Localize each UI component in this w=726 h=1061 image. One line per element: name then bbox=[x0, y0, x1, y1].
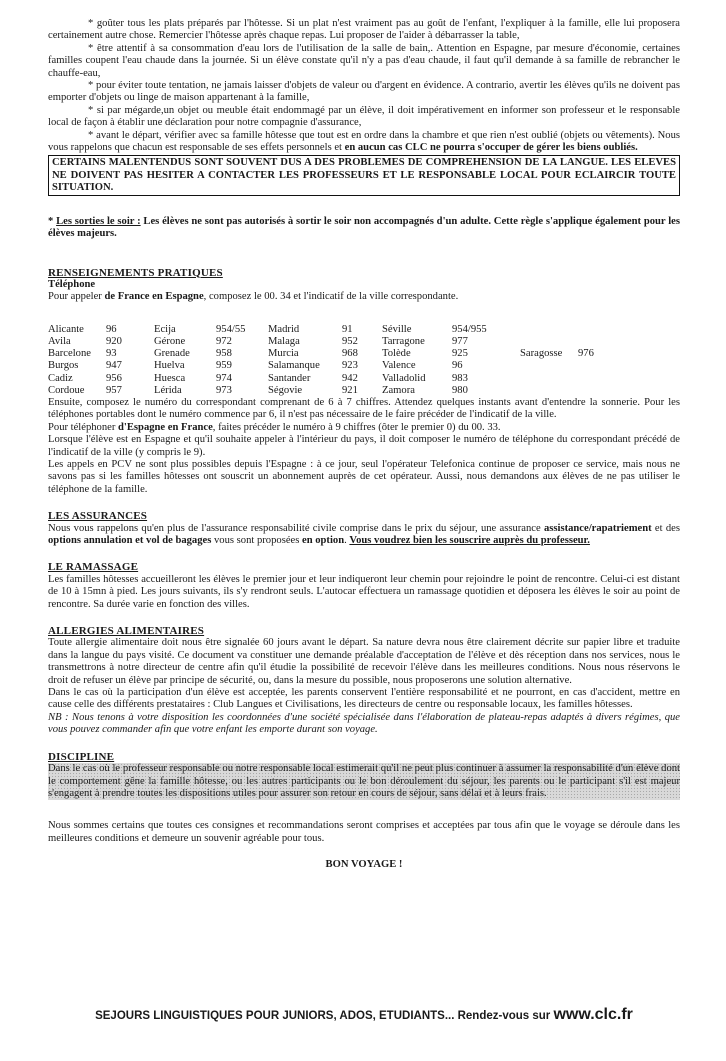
assurances-heading: LES ASSURANCES bbox=[48, 510, 148, 523]
esp-fr-text-1: Pour téléphoner bbox=[48, 421, 119, 433]
city-name: Ecija bbox=[154, 323, 176, 335]
city-codes-table bbox=[48, 324, 618, 397]
allergies-heading: ALLERGIES ALIMENTAIRES bbox=[48, 625, 205, 638]
city-name bbox=[520, 373, 578, 385]
footer-text: SEJOURS LINGUISTIQUES POUR JUNIORS, ADOS, ETUDIANTS... Rendez-vous sur bbox=[95, 1010, 554, 1022]
city-code: 958 bbox=[216, 348, 232, 360]
intro-paragraph-damage: * si par mégarde,un objet ou meuble était endommagé par un élève, il doit impérativement en informer son professeur et le responsable local de façon à établir une déclaration pour notre compagnie d'assurance, bbox=[48, 104, 680, 129]
city-code: 93 bbox=[106, 348, 117, 360]
footer bbox=[48, 1006, 680, 1024]
telephone-subheading: Téléphone bbox=[48, 278, 96, 290]
city-code: 947 bbox=[106, 360, 122, 372]
city-code bbox=[578, 336, 618, 348]
assur-text-f: en option bbox=[302, 535, 345, 546]
city-codes-row bbox=[48, 324, 618, 336]
city-code bbox=[578, 360, 618, 372]
city-name: Madrid bbox=[268, 323, 300, 335]
city-name: Cordoue bbox=[48, 384, 85, 396]
assur-text-a: Nous vous rappelons qu'en plus de l'assurance responsabilité civile comprise dans le prix du séjour, une assurance bbox=[48, 522, 544, 534]
city-name bbox=[520, 360, 578, 372]
call-text-3: , composez le 00. 34 et l'indicatif de la ville correspondante. bbox=[203, 291, 459, 303]
warning-box: CERTAINS MALENTENDUS SONT SOUVENT DUS A DES PROBLEMES DE COMPREHENSION DE LA LANGUE. LES ELEVES NE DOIVENT PAS HESITER A CONTACTER LES PROFESSEURS ET LE RESPONSABLE LOCAL POUR ECLAIRCIR TOUTE SITUATION. bbox=[48, 155, 680, 195]
city-name: Burgos bbox=[48, 360, 79, 372]
call-spain-france bbox=[48, 422, 680, 434]
city-name: Barcelone bbox=[48, 348, 91, 360]
city-name: Huelva bbox=[154, 360, 185, 372]
after-codes-paragraph: Ensuite, composez le numéro du correspondant comprenant de 6 à 7 chiffres. Attendez quelques instants avant d'entendre la sonnerie. Pour les téléphones portables dont le numéro commence par 6, il n'est pas nécessaire de le faire précéder de l'indicatif de la ville. bbox=[48, 396, 680, 421]
discipline-heading: DISCIPLINE bbox=[48, 750, 115, 763]
assur-text-g: . bbox=[344, 535, 350, 546]
city-name: Grenade bbox=[154, 348, 190, 360]
call-france-spain bbox=[48, 291, 680, 303]
call-inside-spain: Lorsque l'élève est en Espagne et qu'il souhaite appeler à l'intérieur du pays, il doit composer le numéro de téléphone du correspondant précédé de l'indicatif de la ville (y compris le 9). bbox=[48, 434, 680, 458]
intro-paragraph-water: * être attentif à sa consommation d'eau lors de l'utilisation de la salle de bain,. Attention en Espagne, par mesure d'économie, certaines familles coupent l'eau chaude dans la journée. Si un élève constate qu'il n'y a pas d'eau chaude, il faut qu'il demande à sa famille de rebrancher le chauffe-eau, bbox=[48, 42, 680, 79]
city-code: 980 bbox=[452, 384, 468, 396]
intro-paragraph-departure bbox=[48, 130, 680, 155]
city-name: Santander bbox=[268, 372, 311, 384]
document-page bbox=[48, 18, 680, 872]
closing-paragraph: Nous sommes certains que toutes ces consignes et recommandations seront comprises et acceptées par tous afin que le voyage se déroule dans les meilleures conditions et demeure un souvenir agréable pour tous. bbox=[48, 820, 680, 844]
city-code: 968 bbox=[342, 348, 358, 360]
forgotten-items-notice: en aucun cas CLC ne pourra s'occuper de gérer les biens oubliés. bbox=[344, 142, 638, 154]
assur-text-d: options annulation et vol de bagages bbox=[48, 535, 212, 546]
city-code: 973 bbox=[216, 384, 232, 396]
allergies-paragraph-2: Dans le cas où la participation d'un élève est acceptée, les parents conservent l'entière responsabilité et ne pourront, en cas d'accident, mettre en cause celle des différents prestataires : Club Langues et Civilisations, les directeurs de centre ou responsable locaux, les familles hôtesses. bbox=[48, 687, 680, 711]
city-codes-row bbox=[48, 385, 618, 397]
city-code: 954/955 bbox=[452, 323, 487, 335]
city-name: Murcia bbox=[268, 348, 299, 360]
intro-paragraph-food: * goûter tous les plats préparés par l'hôtesse. Si un plat n'est vraiment pas au goût de l'enfant, l'expliquer à la famille, elle lui proposera certainement autre chose. Remercier l'hôtesse après chaque repas. Lui proposer de l'aider à débarrasser la table, bbox=[48, 18, 680, 42]
city-codes-row bbox=[48, 360, 618, 372]
discipline-paragraph: Dans le cas où le professeur responsable ou notre responsable local estimerait qu'il ne peut plus continuer à assumer la responsabilité d'un élève dont le comportement gêne la famille hôtesse, ou les autres participants ou le bon déroulement du séjour, les parents ou le participant s'il est majeur s'engagent à prendre toutes les dispositions utiles pour assurer son retour en cours de séjour, sans délai et à leurs frais. bbox=[48, 763, 680, 799]
city-code: 91 bbox=[342, 323, 353, 335]
esp-fr-text-2: d'Espagne en France bbox=[118, 421, 213, 433]
city-name: Malaga bbox=[268, 335, 300, 347]
city-name: Zamora bbox=[382, 384, 415, 396]
city-codes-row bbox=[48, 373, 618, 385]
assur-text-h: Vous voudrez bien les souscrire auprès du professeur. bbox=[349, 535, 590, 546]
city-code: 976 bbox=[578, 348, 594, 360]
city-name: Huesca bbox=[154, 372, 186, 384]
city-code: 977 bbox=[452, 335, 468, 347]
city-code: 942 bbox=[342, 372, 358, 384]
city-name: Gérone bbox=[154, 335, 186, 347]
allergies-paragraph-1: Toute allergie alimentaire doit nous être signalée 60 jours avant le départ. Sa nature devra nous être clairement décrite sur papier libre et traduite dans la langue du pays visité. Ce document va constituer une demande préalable d'acceptation de l'élève et dès réception dans nos services, nous le transmettrons à notre directeur de centre afin qu'il étudie la possibilité de recevoir l'élève dans les meilleures conditions. Nous nous réservons le droit de refuser un élève par principe de sécurité, ou, dans la mesure du possible, nous proposerons une solution alternative. bbox=[48, 637, 680, 686]
city-name bbox=[520, 324, 578, 336]
allergies-nb: NB : Nous tenons à votre disposition les coordonnées d'une société spécialisée dans l'élaboration de plateau-repas adaptés à divers régimes, que vous pouvez commander afin que votre enfant les emporte durant son voyage. bbox=[48, 711, 680, 736]
esp-fr-text-3: , faites précéder le numéro à 9 chiffres (ôter le premier 0) du 00. 33. bbox=[212, 421, 501, 433]
sorties-text: Les élèves ne sont pas autorisés à sortir le soir non accompagnés d'un adulte. Cette règle s'applique également pour les élèves majeurs. bbox=[48, 215, 680, 240]
city-code: 920 bbox=[106, 335, 122, 347]
city-code: 952 bbox=[342, 335, 358, 347]
pcv-paragraph: Les appels en PCV ne sont plus possibles depuis l'Espagne : à ce jour, seul l'opérateur Telefonica continue de proposer ce service, mais nous ne savons pas si les familles hôtesses ont souscrit un abonnement auprès de cet opérateur. Aussi, nous demandons aux élèves de ne pas utiliser le téléphone de la famille. bbox=[48, 458, 680, 495]
assurances-paragraph bbox=[48, 523, 680, 548]
city-code: 96 bbox=[452, 360, 463, 372]
city-code: 921 bbox=[342, 384, 358, 396]
intro-paragraph-valuables: * pour éviter toute tentation, ne jamais laisser d'objets de valeur ou d'argent en évidence. A contrario, avertir les élèves qu'ils ne doivent pas emporter d'objets ou linge de maison appartenant à la famille, bbox=[48, 80, 680, 104]
city-code: 96 bbox=[106, 323, 117, 335]
city-name: Valladolid bbox=[382, 372, 426, 384]
city-name bbox=[520, 385, 578, 397]
city-code: 923 bbox=[342, 360, 358, 372]
departure-text: * avant le départ, vérifier avec sa famille hôtesse que tout est en ordre dans la chambre et que rien n'est oublié (objets ou vêtements). Nous vous rappelons que chacun est responsable de ses effets personnels et bbox=[48, 129, 680, 154]
city-name: Tarragone bbox=[382, 335, 425, 347]
call-text-1: Pour appeler bbox=[48, 291, 105, 303]
bon-voyage: BON VOYAGE ! bbox=[325, 859, 403, 871]
city-code: 954/55 bbox=[216, 323, 246, 335]
city-code: 972 bbox=[216, 335, 232, 347]
city-code: 925 bbox=[452, 348, 468, 360]
city-name bbox=[520, 336, 578, 348]
city-name: Saragosse bbox=[520, 348, 563, 360]
city-name: Alicante bbox=[48, 323, 84, 335]
assur-text-e: vous sont proposées bbox=[211, 535, 302, 546]
city-code: 974 bbox=[216, 372, 232, 384]
city-name: Valence bbox=[382, 360, 416, 372]
footer-url: www.clc.fr bbox=[553, 1006, 633, 1023]
city-name: Lérida bbox=[154, 384, 182, 396]
ramassage-heading: LE RAMASSAGE bbox=[48, 561, 139, 574]
city-code: 956 bbox=[106, 372, 122, 384]
city-code bbox=[578, 324, 618, 336]
call-text-2: de France en Espagne bbox=[104, 291, 204, 303]
city-name: Avila bbox=[48, 335, 71, 347]
assur-text-b: assistance/rapatriement bbox=[543, 522, 652, 534]
ramassage-paragraph: Les familles hôtesses accueilleront les élèves le premier jour et leur indiqueront leur chemin pour rejoindre le point de rencontre. Celui-ci est distant de 10 à 15mn à pied. Les jours suivants, ils s'y rendront seuls. L'autocar effectuera un ramassage quotidien et déposera les élèves le soir au point de rencontre. Sa durée varie en fonction des villes. bbox=[48, 573, 680, 610]
city-code: 959 bbox=[216, 360, 232, 372]
sorties-label: Les sorties le soir : bbox=[56, 215, 141, 227]
city-name: Tolède bbox=[382, 348, 411, 360]
renseignements-heading: RENSEIGNEMENTS PRATIQUES bbox=[48, 266, 223, 279]
city-name: Cadiz bbox=[48, 372, 73, 384]
city-code: 957 bbox=[106, 384, 122, 396]
assur-text-c: et des bbox=[651, 522, 680, 534]
city-code bbox=[578, 385, 618, 397]
city-name: Salamanque bbox=[268, 360, 320, 372]
sorties-paragraph: * Les sorties le soir : Les élèves ne sont pas autorisés à sortir le soir non accompagnés d'un adulte. Cette règle s'applique également pour les élèves majeurs. bbox=[48, 215, 680, 240]
city-code: 983 bbox=[452, 372, 468, 384]
city-codes-row bbox=[48, 348, 618, 360]
city-codes-row bbox=[48, 336, 618, 348]
city-name: Séville bbox=[382, 323, 412, 335]
city-code bbox=[578, 373, 618, 385]
city-name: Ségovie bbox=[268, 384, 303, 396]
